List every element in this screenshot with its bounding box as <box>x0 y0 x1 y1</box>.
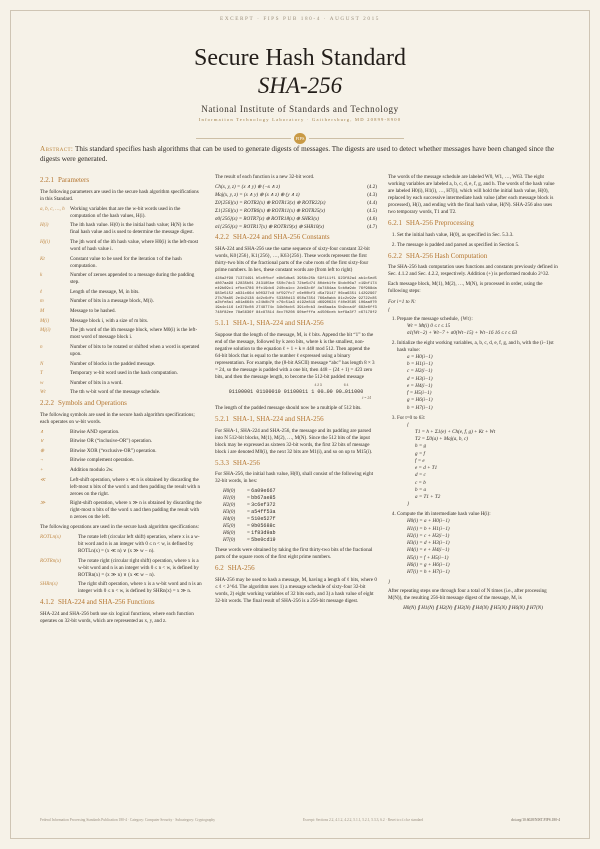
equation <box>215 224 377 231</box>
formula-line: d = H3(i−1) <box>407 375 433 382</box>
hash-word-name: H7(0) <box>223 537 236 544</box>
step-schedule <box>397 316 558 337</box>
formula-line: H6(i) = g + H6(i−1) <box>407 561 450 568</box>
divider-line-right <box>309 138 404 139</box>
section-title: SHA-1, SHA-224 and SHA-256 <box>233 319 324 328</box>
hash-word-name: H4(0) <box>223 516 236 523</box>
equals-sign: = <box>247 488 252 495</box>
step-text: Compute the ith intermediate hash value H(i): <box>397 511 491 518</box>
definition-text: The rotate left (circular left shift) operation, where x is a w-bit word and n is an integer with 0 ≤ n < w, is defined by ROTLn(x) = (x ≪ n) ∨ (x ≫ w − n). <box>78 533 200 554</box>
equation-number: (4.5) <box>367 208 377 215</box>
formula-line: T2 = Σ0(a) + Maj(a, b, c) <box>415 436 468 443</box>
definition-term: Mj(i) <box>40 327 51 334</box>
definition-term: ∧ <box>40 428 44 435</box>
constant-hex-words: 428a2f98 71374491 b5c0fbcf e9b5dba5 3956c25b 59f111f1 923f82a4 ab1c5ed5 d807aa98 12835b01 243185be 550c7dc3 72be5d74 80deb1fe 9bdc06a7 c19bf174 e49b69c1 efbe4786 0fc19dc6 240ca1cc 2de92c6f 4a7484aa 5cb0a9dc 76f988da 983e5152 a831c66d b00327c8 bf597fc7 c6e00bf3 d5a79147 06ca6351 14292967 27b70a85 2e1b2138 4d2c6dfc 53380d13 650a7354 766a0abb 81c2c92e 92722c85 a2bfe8a1 a81a664b c24b8b70 c76c51a3 d192e819 d6990624 f40e3585 106aa070 19a4c116 1e376c08 2748774c 34b0bcb5 391c0cb3 4ed8aa4a 5b9cca4f 682e6ff3 748f82ee 78a5636f 84c87814 8cc70208 90befffa a4506ceb bef9a3f7 c67178f2 <box>215 276 377 316</box>
step-text: Prepare the message schedule, {Wt}: <box>397 315 473 322</box>
hash-word-value: a54ff53a <box>251 509 276 516</box>
formula-line: T1 = h + Σ1(e) + Ch(e, f, g) + Kt + Wt <box>415 429 496 435</box>
section-title: SHA-1, SHA-224 and SHA-256 <box>233 414 324 423</box>
paragraph: The following parameters are used in the secure hash algorithm specifications in this Standard. <box>40 188 199 202</box>
hash-word-name: H1(0) <box>223 495 236 502</box>
formula-line: c = b <box>415 479 426 486</box>
definition-text: The rotate right (circular right shift) operation, where x is a w-bit word and n is an integer with 0 ≤ n < w, is defined by ROTRn(x) = (x ≫ n) ∨ (x ≪ w − n). <box>78 557 199 578</box>
definition-row <box>40 389 202 396</box>
paragraph: After repeating steps one through four a total of N times (i.e., after processing M(N)), the resulting 256-bit message digest of the message, M, is <box>388 587 547 601</box>
definition-term: Hj(i) <box>40 238 50 245</box>
equation-number: (4.6) <box>367 216 377 223</box>
definition-text: Length of the message, M, in bits. <box>70 288 140 295</box>
definition-text: Constant value to be used for the iteration t of the hash computation. <box>70 255 182 269</box>
list-item: 2. The message is padded and parsed as specified in Section 5. <box>397 242 558 249</box>
hash-word-value: 5be0cd19 <box>251 537 276 544</box>
formula-line: h = H7(i−1) <box>407 404 433 411</box>
section-heading <box>40 399 202 409</box>
organization: National Institute of Standards and Technology <box>201 104 399 114</box>
formula-line: H4(i) = e + H4(i−1) <box>407 547 450 554</box>
page-title: Secure Hash Standard <box>194 45 406 71</box>
equation-formula: Maj(x, y, z) = (x ∧ y) ⊕ (x ∧ z) ⊕ (y ∧ z) <box>215 192 300 199</box>
hash-word-name: H2(0) <box>223 502 236 509</box>
zero-count-label: 423 <box>314 383 323 388</box>
definition-term: H(i) <box>40 222 49 229</box>
init-vars <box>397 354 558 412</box>
definition-term: M(i) <box>40 317 50 324</box>
equation <box>215 208 377 215</box>
hash-word-value: 1f83d9ab <box>251 530 276 537</box>
equation-list <box>215 184 377 231</box>
formula-line: H0(i) = a + H0(i−1) <box>407 518 450 525</box>
column-3 <box>388 174 558 615</box>
computation-steps <box>388 316 558 577</box>
equation <box>215 184 377 191</box>
definition-term: ≪ <box>40 476 46 483</box>
header-topline: EXCERPT · FIPS PUB 180-4 · AUGUST 2015 <box>220 16 380 22</box>
paragraph: For SHA-1, SHA-224 and SHA-256, the message and its padding are parsed into N 512-bit blocks, M(1), M(2), …, M(N). Since the 512 bits of the input block may be expressed as sixteen 32-bit words, the first 32 bits of message block i are denoted M0(i), the next 32 bits are M1(i), and so on up to M15(i). <box>215 427 373 455</box>
initial-hash-row <box>223 537 377 544</box>
definition-row <box>40 308 202 315</box>
section-title: SHA-256 Preprocessing <box>406 219 474 228</box>
section-number: 5.1.1 <box>215 319 229 328</box>
formula-line: g = H6(i−1) <box>407 397 433 404</box>
section-title: SHA-224 and SHA-256 Constants <box>233 233 330 242</box>
definition-row <box>40 370 202 377</box>
definition-row <box>40 256 202 270</box>
section-title: SHA-256 <box>227 564 255 573</box>
section-number: 4.1.2 <box>40 597 54 606</box>
footer <box>40 818 560 822</box>
formula-line: b = a <box>415 486 427 493</box>
definition-row <box>40 534 202 555</box>
formula-line: f = H5(i−1) <box>407 390 432 397</box>
definition-text: The jth word of the ith message block, where M0(i) is the left-most word of message block i. <box>70 327 198 341</box>
formula-line: d = c <box>415 472 426 479</box>
definition-term: T <box>40 370 43 377</box>
section-number: 6.2.1 <box>388 219 402 228</box>
paragraph: The length of the padded message should now be a multiple of 512 bits. <box>215 404 362 411</box>
page-subtitle: SHA-256 <box>257 73 343 98</box>
brace-close: } <box>407 501 410 508</box>
definition-text: Number of blocks in the padded message. <box>70 360 156 367</box>
definition-row <box>40 558 202 579</box>
definition-term: ROTLn(x) <box>40 533 61 540</box>
operation-list <box>40 534 202 595</box>
definition-text: The jth word of the ith hash value, where H0(i) is the left-most word of hash value i. <box>70 238 199 252</box>
digest-formula: H0(N) ∥ H1(N) ∥ H2(N) ∥ H3(N) ∥ H4(N) ∥ H5(N) ∥ H6(N) ∥ H7(N) <box>403 604 543 611</box>
definition-row <box>40 327 202 341</box>
step-initialize <box>397 340 558 412</box>
round-block <box>397 422 558 509</box>
equation-formula: Ch(x, y, z) = (x ∧ y) ⊕ (¬x ∧ z) <box>215 184 280 191</box>
symbol-list <box>40 429 202 522</box>
equation-formula: σ0{256}(x) = ROTR7(x) ⊕ ROTR18(x) ⊕ SHR3(x) <box>215 216 319 223</box>
schedule-case-1: Wt = Mt(i) 0 ≤ t ≤ 15 <box>407 322 451 329</box>
hash-word-value: 510e527f <box>251 516 276 523</box>
definition-term: w <box>40 379 44 386</box>
equation-number: (4.7) <box>367 224 377 231</box>
definition-text: The right shift operation, where x is a w-bit word and n is an integer with 0 ≤ n < w, is defined by SHRn(x) = x ≫ n. <box>78 581 202 595</box>
equation <box>215 216 377 223</box>
column-2 <box>215 174 377 608</box>
bit-string: 01100001 01100010 01100011 1 00…00 00…011000 <box>228 388 364 395</box>
divider-line-left <box>196 138 291 139</box>
definition-row <box>40 222 202 236</box>
definition-term: + <box>40 467 44 474</box>
paragraph: SHA-256 may be used to hash a message, M, having a length of ℓ bits, where 0 ≤ ℓ < 2^64. The algorithm uses 1) a message schedule of sixty-four 32-bit words, 2) eight working variables of 32 bits each, and 3) a hash value of eight 32-bit words. The final result of SHA-256 is a 256-bit message digest. <box>215 577 377 605</box>
paragraph: The following operations are used in the secure hash algorithm specifications: <box>40 523 199 530</box>
abstract-label: Abstract: <box>40 145 74 153</box>
paragraph: The result of each function is a new 32-bit word. <box>215 174 315 180</box>
definition-text: The tth w-bit word of the message schedule. <box>70 389 161 396</box>
abstract-text: This standard specifies hash algorithms that can be used to generate digests of messages. The digests are used to detect whether messages have been changed since the digests were generated. <box>40 145 555 163</box>
section-heading <box>215 459 377 469</box>
definition-row <box>40 318 202 325</box>
equation-formula: Σ1{256}(x) = ROTR6(x) ⊕ ROTR11(x) ⊕ ROTR25(x) <box>215 208 326 215</box>
section-number: 4.2.2 <box>215 233 229 242</box>
formula-line: f = e <box>415 457 425 464</box>
equals-sign: = <box>247 495 252 502</box>
round-lines <box>407 429 558 501</box>
hash-word-name: H0(0) <box>223 488 236 495</box>
section-title: Symbols and Operations <box>58 398 127 407</box>
section-heading <box>388 252 558 262</box>
definition-row <box>40 206 202 220</box>
section-heading <box>215 319 377 329</box>
hash-word-value: 9b05688c <box>251 523 276 530</box>
section-heading <box>388 219 558 229</box>
definition-term: Wt <box>40 389 46 396</box>
definition-row <box>40 272 202 286</box>
definition-term: k <box>40 272 43 279</box>
section-heading <box>215 415 377 425</box>
definition-term: n <box>40 343 43 350</box>
schedule-case-2: σ1(Wt−2) + Wt−7 + σ0(Wt−15) + Wt−16 16 ≤ t ≤ 63 <box>407 329 518 336</box>
definition-text: Message to be hashed. <box>70 308 116 315</box>
equation-formula: Σ0{256}(x) = ROTR2(x) ⊕ ROTR13(x) ⊕ ROTR22(x) <box>215 200 326 207</box>
laboratory-address: Information Technology Laboratory · Gaithersburg, MD 20899-8900 <box>198 117 402 122</box>
final-vars <box>397 518 558 576</box>
definition-text: Number of bits in a message block, M(i). <box>70 298 154 305</box>
formula-line: c = H2(i−1) <box>407 368 433 375</box>
equals-sign: = <box>247 509 252 516</box>
loop-header: For i=1 to N: <box>388 298 416 305</box>
paragraph: The words of the message schedule are labeled W0, W1, …, W63. The eight working variables are labeled a, b, c, d, e, f, g, and h. The words of the hash value are labeled H0(i), H1(i), …, H7(i), which will hold the initial hash value, H(0), replaced by each successive intermediate hash value (after each message block is processed), H(i), and ending with the final hash value, H(N). SHA-256 also uses two temporary words, T1 and T2. <box>388 174 555 216</box>
length-label: ℓ = 24 <box>361 395 371 400</box>
definition-row <box>40 298 202 305</box>
definition-term: m <box>40 298 44 305</box>
definition-row <box>40 500 202 521</box>
hash-word-name: H6(0) <box>223 530 236 537</box>
definition-row <box>40 361 202 368</box>
section-number: 5.2.1 <box>215 414 229 423</box>
hash-word-name: H3(0) <box>223 509 236 516</box>
formula-line: a = H0(i−1) <box>407 354 433 361</box>
definition-term: ≫ <box>40 500 46 507</box>
formula-line: h = g <box>415 443 427 450</box>
section-number: 5.3.3 <box>215 458 229 467</box>
section-number: 2.2.2 <box>40 398 54 407</box>
equals-sign: = <box>247 502 252 509</box>
formula-line: a = T1 + T2 <box>415 493 441 500</box>
definition-text: Bitwise OR (“inclusive-OR”) operation. <box>70 438 153 445</box>
paragraph: Suppose that the length of the message, M, is ℓ bits. Append the bit “1” to the end of the message, followed by k zero bits, where k is the smallest, non-negative solution to the equation ℓ + 1 + k ≡ 448 mod 512. Then append the 64-bit block that is equal to the number ℓ expressed using a binary representation. For example, the (8-bit ASCII) message “abc” has length 8 × 3 = 24, so the message is padded with a one bit, then 448 − (24 + 1) = 423 zero bits, and then the message length, to become the 512-bit padded message <box>215 331 375 380</box>
equals-sign: = <box>247 523 252 530</box>
definition-text: Addition modulo 2w. <box>70 467 114 474</box>
hash-word-value: 6a09e667 <box>251 488 276 495</box>
definition-text: Right-shift operation, where x ≫ n is obtained by discarding the right-most n bits of the word x and then padding the result with n zeroes on the left. <box>70 500 202 521</box>
section-number: 6.2.2 <box>388 251 402 260</box>
definition-text: Bitwise AND operation. <box>70 428 120 435</box>
section-title: SHA-224 and SHA-256 Functions <box>58 597 155 606</box>
equals-sign: = <box>247 530 252 537</box>
paragraph: These words were obtained by taking the first thirty-two bits of the fractional parts of the square roots of the first eight prime numbers. <box>215 547 373 561</box>
definition-term: a, b, c, …, h <box>40 205 65 212</box>
definition-text: The ith hash value. H(0) is the initial hash value; H(N) is the final hash value and is used to determine the message digest. <box>70 222 194 236</box>
list-item: 1. Set the initial hash value, H(0), as specified in Sec. 5.3.3. <box>397 232 558 239</box>
definition-term: SHRn(x) <box>40 581 58 588</box>
section-heading <box>215 233 377 243</box>
section-number: 2.2.1 <box>40 176 54 184</box>
definition-term: N <box>40 360 44 367</box>
section-title: Parameters <box>58 176 90 184</box>
schedule-formula <box>397 323 558 337</box>
definition-term: M <box>40 308 45 315</box>
definition-row <box>40 467 202 474</box>
definition-row <box>40 448 202 455</box>
hash-word-name: H5(0) <box>223 523 236 530</box>
definition-row <box>40 289 202 296</box>
paragraph: SHA-224 and SHA-256 use the same sequence of sixty-four constant 32-bit words, K0{256}, K1{256}, …, K63{256}. These words represent the first thirty-two bits of the fractional parts of the cube roots of the first sixty-four prime numbers. In hex, these constant words are (from left to right) <box>215 245 370 273</box>
paragraph: The SHA-256 hash computation uses functions and constants previously defined in Sec. 4.1.2 and Sec. 4.2.2, respectively. Addition (+) is performed modulo 2^32. <box>388 264 558 278</box>
definition-row <box>40 477 202 498</box>
step-text: Initialize the eight working variables, a, b, c, d, e, f, g, and h, with the (i−1)st hash value: <box>397 339 554 353</box>
equation-formula: σ1{256}(x) = ROTR17(x) ⊕ ROTR19(x) ⊕ SHR10(x) <box>215 224 325 231</box>
abstract <box>40 145 564 164</box>
step-compute <box>397 511 558 576</box>
formula-line: H2(i) = c + H2(i−1) <box>407 532 450 539</box>
definition-row <box>40 344 202 358</box>
definition-row <box>40 429 202 436</box>
formula-line: H5(i) = f + H5(i−1) <box>407 554 449 561</box>
parameter-list <box>40 206 202 397</box>
footer-left: Federal Information Processing Standards Publication 180-4 · Category: Computer Security · Subcategory: Cryptography <box>40 818 216 822</box>
formula-line: b = H1(i−1) <box>407 361 433 368</box>
definition-row <box>40 239 202 253</box>
equation-number: (4.2) <box>367 184 377 191</box>
definition-term: Kt <box>40 255 45 262</box>
hash-word-value: bb67ae85 <box>251 495 276 502</box>
length-bits-label: 64 <box>343 383 349 388</box>
definition-term: ℓ <box>40 288 43 295</box>
initial-hash-list <box>215 488 377 544</box>
definition-term: ¬ <box>40 457 44 464</box>
formula-line: H3(i) = d + H3(i−1) <box>407 540 450 547</box>
definition-text: Bitwise XOR (“exclusive-OR”) operation. <box>70 447 157 454</box>
definition-term: ROTRn(x) <box>40 557 61 564</box>
preprocessing-steps <box>388 232 558 249</box>
definition-text: Number of zeroes appended to a message during the padding step. <box>70 272 195 286</box>
definition-row <box>40 581 202 595</box>
step-text: For t=0 to 63: <box>397 414 426 421</box>
paragraph: Each message block, M(1), M(2), …, M(N), is processed in order, using the following steps: <box>388 281 543 295</box>
column-1 <box>40 174 202 628</box>
section-heading <box>40 176 202 186</box>
footer-doi: doi.org/10.6028/NIST.FIPS.180-4 <box>511 818 560 822</box>
equation <box>215 200 377 207</box>
equation-number: (4.4) <box>367 200 377 207</box>
definition-term: ∨ <box>40 438 44 445</box>
definition-text: Message block i, with a size of m bits. <box>70 317 149 324</box>
section-heading <box>40 598 202 608</box>
equals-sign: = <box>247 537 252 544</box>
formula-line: g = f <box>415 450 425 457</box>
formula-line: H1(i) = b + H1(i−1) <box>407 525 450 532</box>
hash-word-value: 3c6ef372 <box>251 502 276 509</box>
definition-term: ⊕ <box>40 447 45 454</box>
formula-line: e = H4(i−1) <box>407 382 433 389</box>
formula-line: H7(i) = h + H7(i−1) <box>407 568 450 575</box>
formula-line: e = d + T1 <box>415 465 438 472</box>
equation-number: (4.3) <box>367 192 377 199</box>
equation <box>215 192 377 199</box>
definition-text: Temporary w-bit word used in the hash computation. <box>70 370 179 377</box>
medal-icon: FIPS <box>294 133 306 144</box>
equals-sign: = <box>247 516 252 523</box>
paragraph: SHA-224 and SHA-256 both use six logical functions, where each function operates on 32-bit words, which are represented as x, y, and z. <box>40 610 194 624</box>
definition-text: Number of bits in a word. <box>70 379 123 386</box>
paragraph: For SHA-256, the initial hash value, H(0), shall consist of the following eight 32-bit words, in hex: <box>215 471 374 485</box>
padded-message-bits <box>215 384 377 401</box>
definition-text: Left-shift operation, where x ≪ n is obtained by discarding the left-most n bits of the word x and then padding the result with n zeroes on the right. <box>70 476 201 497</box>
section-number: 6.2 <box>215 564 224 573</box>
definition-row <box>40 438 202 445</box>
definition-text: Bitwise complement operation. <box>70 457 134 464</box>
brace-open: { <box>407 421 410 428</box>
definition-text: Working variables that are the w-bit words used in the computation of the hash values, H(i). <box>70 205 181 219</box>
definition-text: Number of bits to be rotated or shifted when a word is operated upon. <box>70 343 200 357</box>
brace-close: } <box>388 579 391 586</box>
definition-row <box>40 380 202 387</box>
paragraph: The following symbols are used in the secure hash algorithm specifications; each operates on w-bit words. <box>40 411 195 425</box>
section-title: SHA-256 Hash Computation <box>406 251 488 260</box>
brace-open: { <box>388 307 391 314</box>
step-rounds <box>397 415 558 509</box>
section-title: SHA-256 <box>233 458 260 467</box>
section-heading <box>215 564 377 574</box>
definition-row <box>40 457 202 464</box>
footer-middle: Excerpt: Sections 2.2, 4.1.2, 4.2.2, 5.1.1, 5.2.1, 5.3.3, 6.2 · Reset to r.f.ch.e standard <box>302 818 424 822</box>
